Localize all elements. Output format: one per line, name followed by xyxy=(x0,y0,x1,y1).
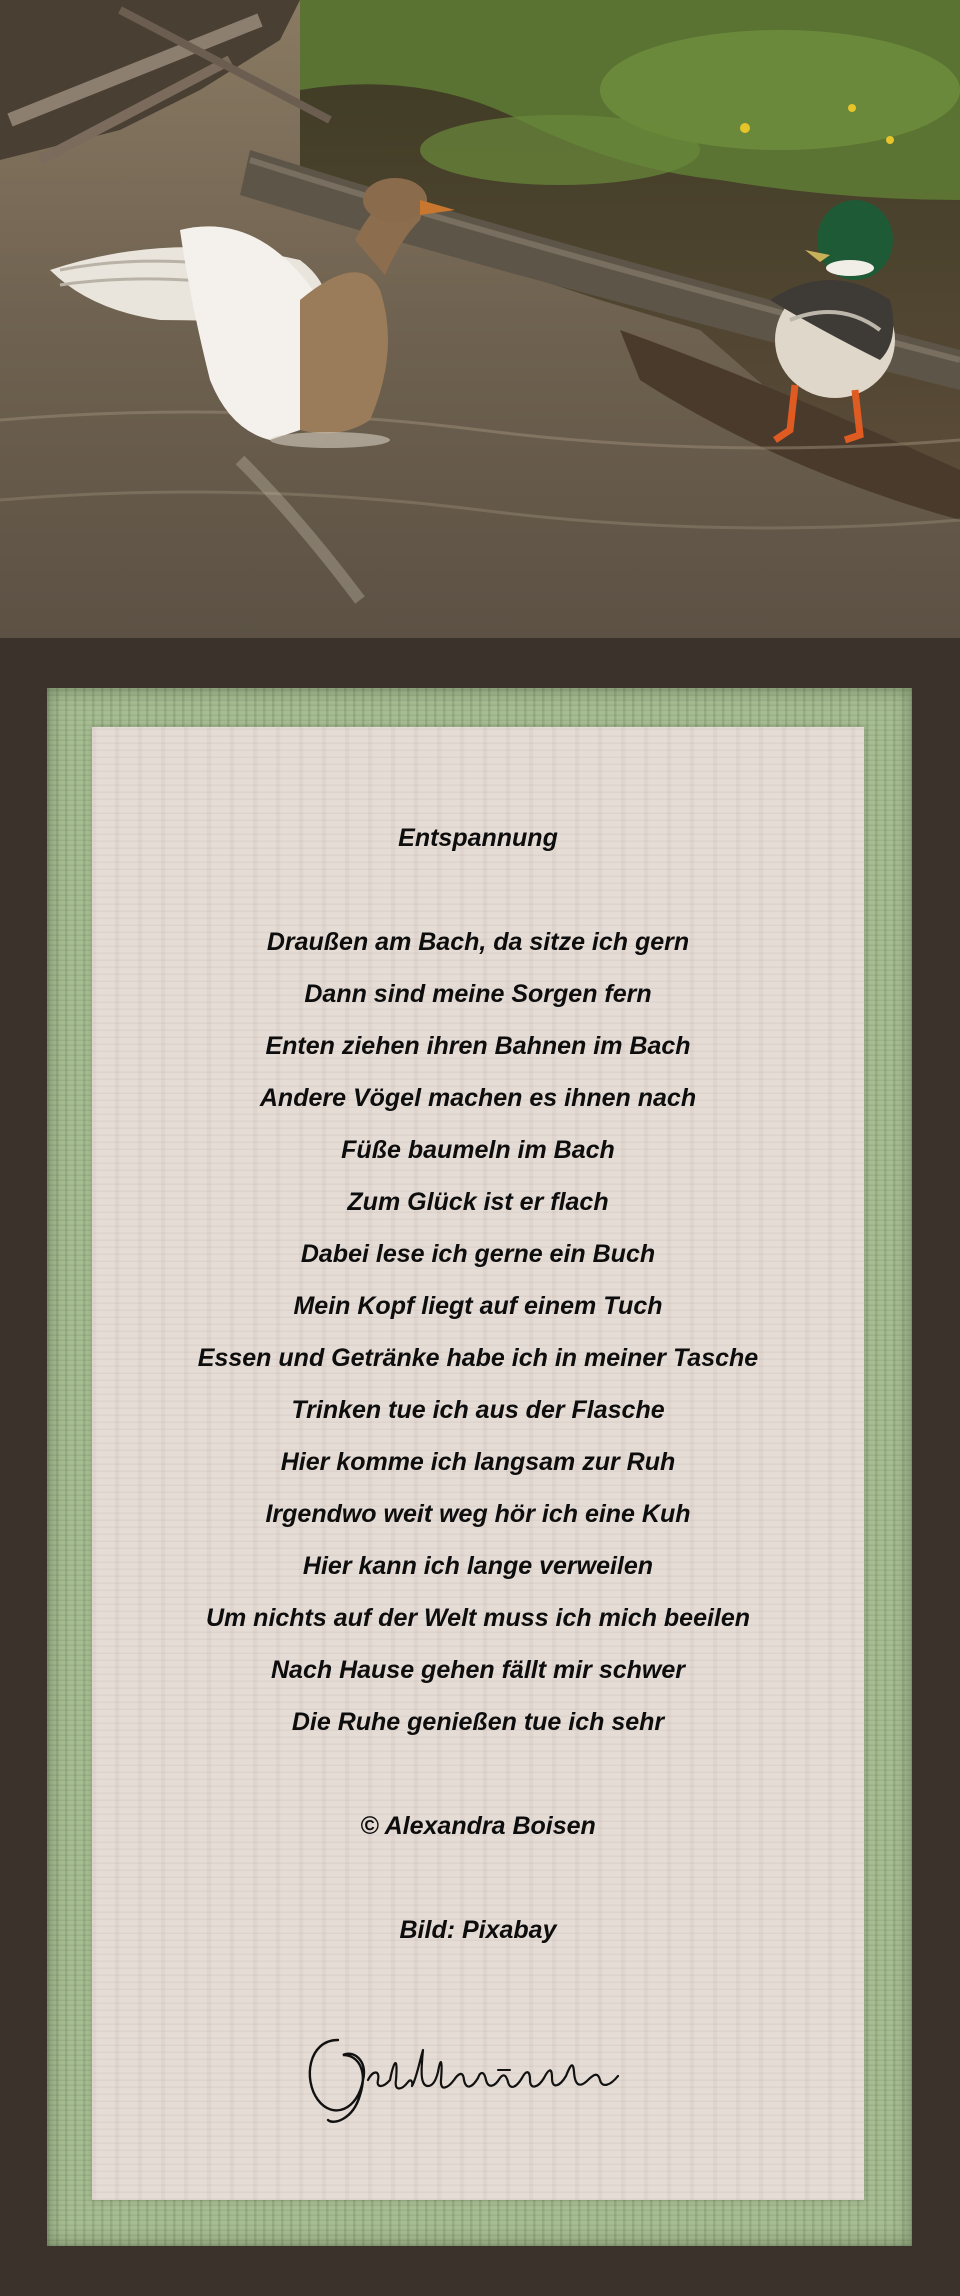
poem-title: Entspannung xyxy=(398,824,558,852)
verse-line-1: Draußen am Bach, da sitze ich gern xyxy=(266,928,690,956)
signature-logo xyxy=(92,2000,864,2130)
signature-script xyxy=(298,2000,658,2130)
duck-photo-illustration xyxy=(0,0,960,638)
verse-line-5: Füße baumeln im Bach xyxy=(341,1136,615,1164)
verse-line-14: Um nichts auf der Welt muss ich mich beeilen xyxy=(205,1604,751,1632)
verse-line-8: Mein Kopf liegt auf einem Tuch xyxy=(293,1292,663,1320)
verse-line-9: Essen und Getränke habe ich in meiner Tasche xyxy=(197,1344,759,1372)
verse-line-10: Trinken tue ich aus der Flasche xyxy=(291,1396,665,1424)
verse-line-3: Enten ziehen ihren Bahnen im Bach xyxy=(265,1032,691,1060)
poem-text xyxy=(92,812,864,1956)
verse-line-2: Dann sind meine Sorgen fern xyxy=(304,980,652,1008)
verse-line-15: Nach Hause gehen fällt mir schwer xyxy=(270,1656,686,1684)
verse-line-16: Die Ruhe genießen tue ich sehr xyxy=(291,1708,665,1736)
author-credit: © Alexandra Boisen xyxy=(360,1812,596,1840)
verse-line-12: Irgendwo weit weg hör ich eine Kuh xyxy=(265,1500,691,1528)
spacer xyxy=(92,1852,864,1904)
duck-photo xyxy=(0,0,960,638)
verse-line-7: Dabei lese ich gerne ein Buch xyxy=(300,1240,656,1268)
spacer xyxy=(92,1748,864,1800)
spacer xyxy=(92,864,864,916)
verse-line-13: Hier kann ich lange verweilen xyxy=(302,1552,654,1580)
verse-line-4: Andere Vögel machen es ihnen nach xyxy=(259,1084,697,1112)
verse-line-6: Zum Glück ist er flach xyxy=(347,1188,609,1216)
verse-line-11: Hier komme ich langsam zur Ruh xyxy=(280,1448,676,1476)
image-credit: Bild: Pixabay xyxy=(399,1916,557,1944)
